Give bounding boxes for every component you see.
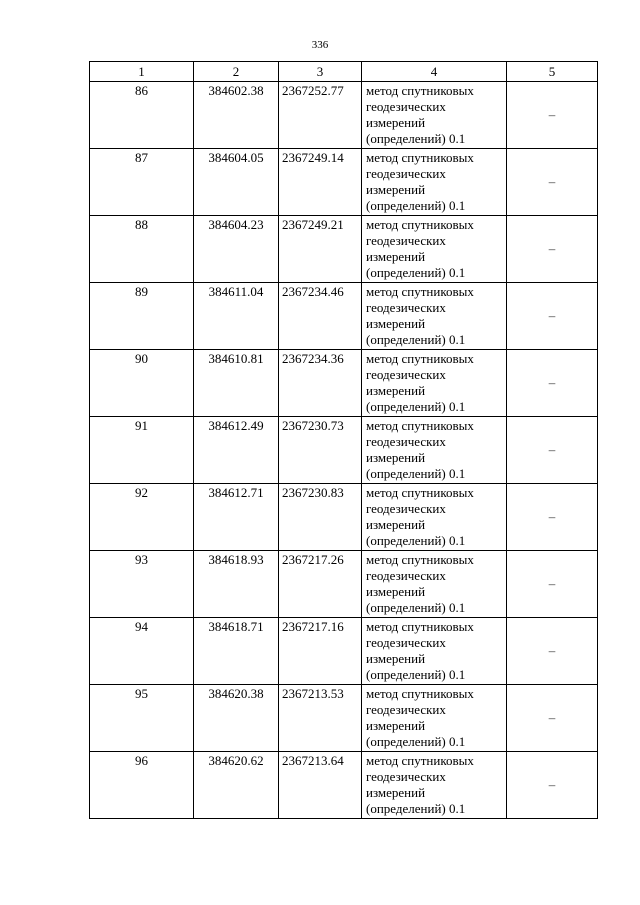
coordinate-y: 2367217.26 bbox=[279, 551, 362, 618]
coordinate-y: 2367252.77 bbox=[279, 82, 362, 149]
description: – bbox=[507, 82, 598, 149]
table-row bbox=[90, 350, 598, 417]
description: – bbox=[507, 283, 598, 350]
table-row bbox=[90, 551, 598, 618]
point-number: 96 bbox=[90, 752, 194, 819]
table-row bbox=[90, 149, 598, 216]
measurement-method: метод спутниковых геодезических измерений (определений) 0.1 bbox=[362, 149, 507, 216]
table-row bbox=[90, 417, 598, 484]
measurement-method: метод спутниковых геодезических измерений (определений) 0.1 bbox=[362, 685, 507, 752]
measurement-method: метод спутниковых геодезических измерений (определений) 0.1 bbox=[362, 484, 507, 551]
point-number: 92 bbox=[90, 484, 194, 551]
description: – bbox=[507, 417, 598, 484]
description: – bbox=[507, 149, 598, 216]
description: – bbox=[507, 216, 598, 283]
measurement-method: метод спутниковых геодезических измерений (определений) 0.1 bbox=[362, 551, 507, 618]
point-number: 94 bbox=[90, 618, 194, 685]
description: – bbox=[507, 618, 598, 685]
coordinate-x: 384604.23 bbox=[194, 216, 279, 283]
coordinates-table bbox=[89, 61, 598, 819]
column-header-1: 1 bbox=[90, 62, 194, 82]
coordinate-y: 2367234.46 bbox=[279, 283, 362, 350]
point-number: 91 bbox=[90, 417, 194, 484]
coordinate-y: 2367230.73 bbox=[279, 417, 362, 484]
coordinate-y: 2367230.83 bbox=[279, 484, 362, 551]
description: – bbox=[507, 484, 598, 551]
coordinate-y: 2367217.16 bbox=[279, 618, 362, 685]
header-row bbox=[90, 62, 598, 82]
coordinate-x: 384602.38 bbox=[194, 82, 279, 149]
point-number: 86 bbox=[90, 82, 194, 149]
coordinate-x: 384611.04 bbox=[194, 283, 279, 350]
table-row bbox=[90, 752, 598, 819]
measurement-method: метод спутниковых геодезических измерений (определений) 0.1 bbox=[362, 216, 507, 283]
description: – bbox=[507, 685, 598, 752]
measurement-method: метод спутниковых геодезических измерений (определений) 0.1 bbox=[362, 618, 507, 685]
column-header-5: 5 bbox=[507, 62, 598, 82]
coordinate-x: 384620.38 bbox=[194, 685, 279, 752]
table-row bbox=[90, 685, 598, 752]
page-number: 336 bbox=[311, 39, 329, 51]
coordinate-x: 384618.71 bbox=[194, 618, 279, 685]
table-body bbox=[90, 82, 598, 819]
point-number: 90 bbox=[90, 350, 194, 417]
point-number: 89 bbox=[90, 283, 194, 350]
description: – bbox=[507, 752, 598, 819]
measurement-method: метод спутниковых геодезических измерений (определений) 0.1 bbox=[362, 350, 507, 417]
table-row bbox=[90, 283, 598, 350]
column-header-2: 2 bbox=[194, 62, 279, 82]
coordinate-x: 384612.49 bbox=[194, 417, 279, 484]
description: – bbox=[507, 551, 598, 618]
measurement-method: метод спутниковых геодезических измерений (определений) 0.1 bbox=[362, 417, 507, 484]
table-row bbox=[90, 82, 598, 149]
point-number: 95 bbox=[90, 685, 194, 752]
point-number: 87 bbox=[90, 149, 194, 216]
table-row bbox=[90, 216, 598, 283]
table-header bbox=[90, 62, 598, 82]
column-header-3: 3 bbox=[279, 62, 362, 82]
table-row bbox=[90, 484, 598, 551]
coordinate-x: 384612.71 bbox=[194, 484, 279, 551]
column-header-4: 4 bbox=[362, 62, 507, 82]
coordinate-x: 384618.93 bbox=[194, 551, 279, 618]
measurement-method: метод спутниковых геодезических измерений (определений) 0.1 bbox=[362, 283, 507, 350]
measurement-method: метод спутниковых геодезических измерений (определений) 0.1 bbox=[362, 752, 507, 819]
point-number: 88 bbox=[90, 216, 194, 283]
coordinate-x: 384604.05 bbox=[194, 149, 279, 216]
coordinate-y: 2367213.64 bbox=[279, 752, 362, 819]
coordinate-y: 2367249.14 bbox=[279, 149, 362, 216]
coordinate-x: 384610.81 bbox=[194, 350, 279, 417]
coordinate-y: 2367213.53 bbox=[279, 685, 362, 752]
table-row bbox=[90, 618, 598, 685]
description: – bbox=[507, 350, 598, 417]
measurement-method: метод спутниковых геодезических измерений (определений) 0.1 bbox=[362, 82, 507, 149]
coordinate-x: 384620.62 bbox=[194, 752, 279, 819]
coordinate-y: 2367234.36 bbox=[279, 350, 362, 417]
point-number: 93 bbox=[90, 551, 194, 618]
coordinate-y: 2367249.21 bbox=[279, 216, 362, 283]
